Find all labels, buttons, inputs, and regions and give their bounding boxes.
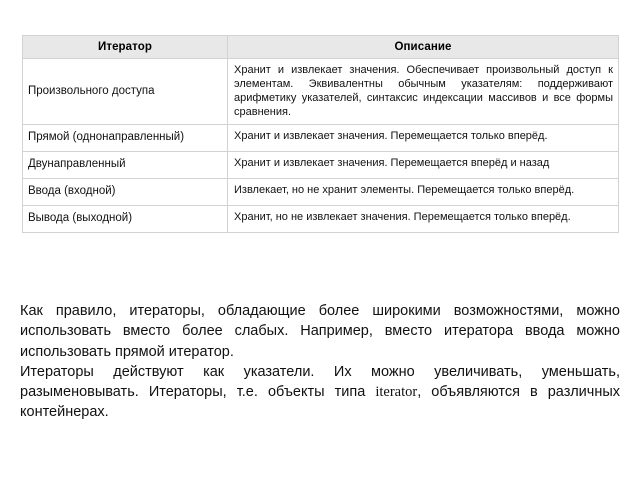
table-row — [23, 59, 619, 125]
cell-iterator-description: Хранит и извлекает значения. Перемещается только вперёд. — [228, 125, 619, 152]
cell-iterator-name: Двунаправленный — [23, 152, 228, 179]
table-row — [23, 125, 619, 152]
table-header — [23, 36, 619, 59]
cell-iterator-name: Ввода (входной) — [23, 178, 228, 205]
cell-iterator-name: Прямой (однонаправленный) — [23, 125, 228, 152]
column-header-description: Описание — [228, 36, 619, 59]
cell-iterator-name: Произвольного доступа — [23, 59, 228, 125]
cell-iterator-description: Извлекает, но не хранит элементы. Перемещается только вперёд. — [228, 178, 619, 205]
column-header-iterator: Итератор — [23, 36, 228, 59]
table-header-row — [23, 36, 619, 59]
body-text-block — [20, 301, 620, 423]
paragraph-iterator-pointers — [20, 362, 620, 423]
iterator-table-container — [22, 35, 618, 233]
paragraph-text-after-term: , объявляются в различных контейнерах. — [20, 384, 620, 421]
iterator-table — [22, 35, 619, 233]
paragraph-text-before-term: Итераторы действуют как указатели. Их можно увеличивать, уменьшать, разыменовывать. Итераторы, т.е. объекты типа — [20, 363, 620, 401]
table-row — [23, 205, 619, 232]
table-row — [23, 178, 619, 205]
table-row — [23, 152, 619, 179]
cell-iterator-description: Хранит и извлекает значения. Перемещается вперёд и назад — [228, 152, 619, 179]
paragraph-text: Как правило, итераторы, обладающие более широкими возможностями, можно использовать вместо более слабых. Например, вместо итератора ввода можно использовать прямой итератор. — [20, 303, 620, 360]
cell-iterator-description: Хранит, но не извлекает значения. Перемещается только вперёд. — [228, 205, 619, 232]
cell-iterator-description: Хранит и извлекает значения. Обеспечивает произвольный доступ к элементам. Эквивалентны обычным указателям: поддерживают арифметику указателей, синтаксис индексации массивов и все формы сравнения. — [228, 59, 619, 125]
paragraph-substitution-rule — [20, 301, 620, 362]
cell-iterator-name: Вывода (выходной) — [23, 205, 228, 232]
table-body — [23, 59, 619, 233]
inline-code-iterator: iterator — [375, 384, 418, 401]
